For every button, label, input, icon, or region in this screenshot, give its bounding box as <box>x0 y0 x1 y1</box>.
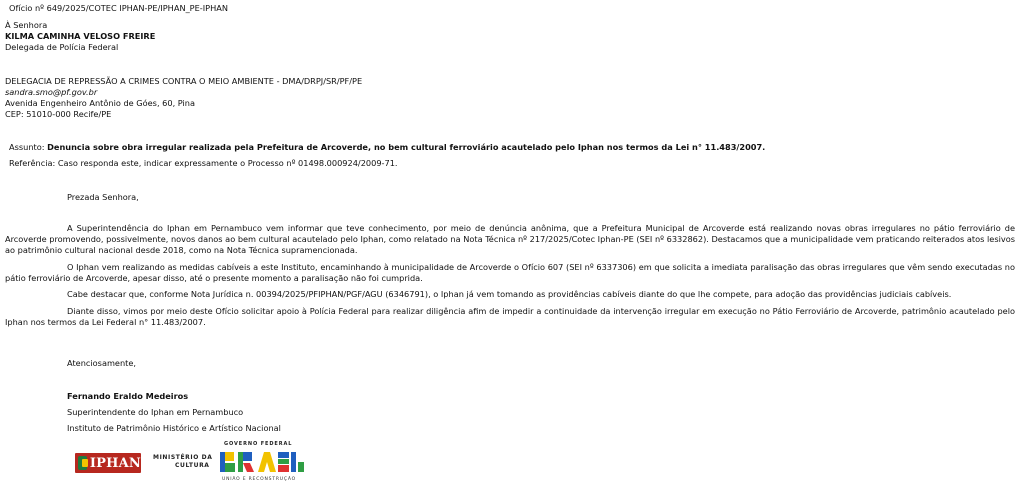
recipient-role: Delegada de Polícia Federal <box>5 42 119 52</box>
body-paragraph-4: Diante disso, vimos por meio deste Ofício solicitar apoio à Polícia Federal para realizar diligência afim de impedir a continuidade da intervenção irregular em execução no Pátio Ferroviário de Arcoverde, patrimônio acautelado pelo Iphan nos termos da Lei Federal n° 11.483/2007. <box>5 306 1015 327</box>
brasil-wordmark-graphic <box>220 450 304 474</box>
body-paragraph-1: A Superintendência do Iphan em Pernambuco vem informar que teve conhecimento, por meio de denúncia anônima, que a Prefeitura Municipal de Arcoverde está realizando novas obras irregulares no pátio ferroviário de Arcoverde promovendo, possivelmente, novos danos ao bem cultural acautelado pelo Iphan, como relatado na Nota Técnica nº 217/2025/Cotec Iphan-PE (SEI nº 6332862). Destacamos que a municipalidade vem praticando reiterados atos lesivos ao patrimônio cultural nacional desde 2018, como na Nota Técnica supramencionada. <box>5 223 1015 255</box>
recipient-name: KILMA CAMINHA VELOSO FREIRE <box>5 31 156 41</box>
recipient-email[interactable]: sandra.smo@pf.gov.br <box>5 87 98 97</box>
body-paragraph-3: Cabe destacar que, conforme Nota Jurídica n. 00394/2025/PFIPHAN/PGF/AGU (6346791), o Iphan já vem tomando as providências cabíveis diante do que lhe compete, para adoção das providências judiciais cabíveis. <box>67 289 952 299</box>
ministerio-line1: MINISTÉRIO DA <box>153 454 213 461</box>
signature-title: Superintendente do Iphan em Pernambuco <box>67 407 244 417</box>
subject-text: Denuncia sobre obra irregular realizada pela Prefeitura de Arcoverde, no bem cultural ferroviário acautelado pelo Iphan nos termos da Lei n° 11.483/2007. <box>47 142 766 152</box>
ministerio-cultura-logo <box>153 454 212 470</box>
oficio-number: Ofício nº 649/2025/COTEC IPHAN-PE/IPHAN_PE-IPHAN <box>9 3 228 13</box>
closing: Atenciosamente, <box>67 358 137 368</box>
governo-federal-logo <box>220 441 310 486</box>
footer-logos <box>75 441 315 486</box>
gov-top-text: GOVERNO FEDERAL <box>224 441 293 447</box>
body-paragraph-2: O Iphan vem realizando as medidas cabíveis a este Instituto, encaminhando à municipalidade de Arcoverde o Ofício 607 (SEI nº 6337306) em que solicita a imediata paralisação das obras irregulares que vêm sendo executadas no pátio ferroviário de Arcoverde, apesar disso, até o presente momento a paralisação não foi cumprida. <box>5 262 1015 283</box>
subject-label: Assunto: <box>9 142 48 152</box>
signature-name: Fernando Eraldo Medeiros <box>67 391 189 401</box>
subject-line <box>9 142 765 153</box>
iphan-logo <box>75 453 141 473</box>
greeting: Prezada Senhora, <box>67 192 139 202</box>
iphan-mark-icon <box>78 456 87 470</box>
iphan-logo-text: IPHAN <box>89 455 141 471</box>
recipient-salutation: À Senhora <box>5 20 48 30</box>
ministerio-line2: CULTURA <box>175 462 210 469</box>
brasil-wordmark <box>220 450 304 474</box>
recipient-cep: CEP: 51010-000 Recife/PE <box>5 109 112 119</box>
recipient-department: DELEGACIA DE REPRESSÃO A CRIMES CONTRA O MEIO AMBIENTE - DMA/DRPJ/SR/PF/PE <box>5 76 363 86</box>
signature-institute: Instituto de Patrimônio Histórico e Artístico Nacional <box>67 423 281 433</box>
reference-line: Referência: Caso responda este, indicar expressamente o Processo nº 01498.000924/2009-71. <box>9 158 398 168</box>
gov-bottom-text: UNIÃO E RECONSTRUÇÃO <box>222 477 296 482</box>
recipient-address: Avenida Engenheiro Antônio de Góes, 60, Pina <box>5 98 196 108</box>
